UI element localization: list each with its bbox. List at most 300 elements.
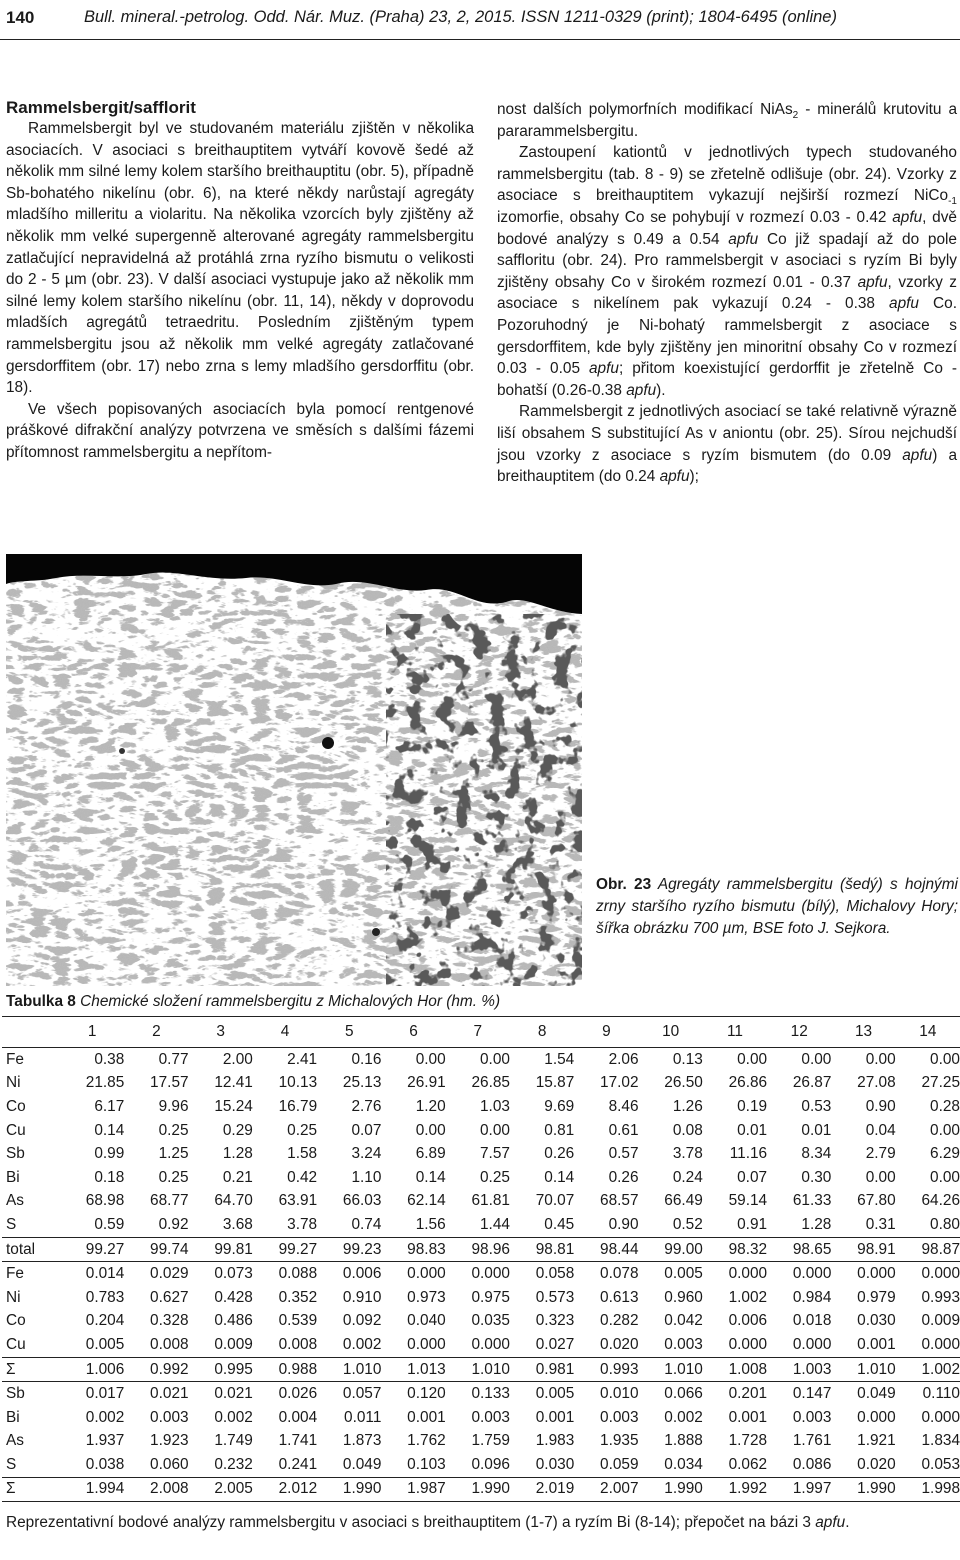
table-header-empty — [2, 1017, 60, 1048]
row-label: S — [6, 1455, 17, 1473]
row-label: Σ — [2, 1477, 60, 1502]
table-cell: 0.021 — [189, 1382, 253, 1406]
table-cell: 1.935 — [600, 1432, 639, 1450]
table-cell: 0.204 — [85, 1312, 125, 1330]
table-row — [2, 1213, 960, 1237]
table-cell: 0.004 — [278, 1408, 318, 1426]
table-cell: 0.000 — [767, 1262, 831, 1286]
table-cell: 1.921 — [857, 1432, 896, 1450]
table-cell: 0.002 — [342, 1335, 382, 1353]
table-cell: 0.07 — [351, 1121, 382, 1139]
right-paragraph-3: Rammelsbergit z jednotlivých asociací se také relativně výrazně liší obsahem S substitující As v aniontu (obr. 25). Sírou nejchudší jsou vzorky z asociace s ryzím bismutem (do 0.09 apfu) a breithauptitem (do 0.24 apfu); — [497, 403, 958, 486]
table-cell: 1.003 — [767, 1357, 831, 1382]
left-paragraph-1: Rammelsbergit byl ve studovaném materiálu zjištěn v několika asociacích. V asociaci s breithauptitem vytváří kovově šedé až několik mm silné lemy kolem staršího breithauptitu (obr. 5), případně Sb-bohatého nikelínu (obr. 6), na které někdy narůstají agregáty mladšího milleritu a violaritu. Na několika vzorcích byly zjištěny až několik mm velké supergenně alterované agregáty rammelsbergitu zatlačující nepravidelná až protáhlá zrna ryzího bismutu o velikosti do 2 - 5 µm (obr. 23). V další asociaci vystupuje jako až několik mm silné lemy kolem staršího nikelínu (obr. 11, 14), někdy v doprovodu mladších agregátů tetraedritu. Posledním zjištěným typem rammelsbergitu jsou až několik mm velké agregáty zatlačované gersdorffitem (obr. 17) nebo zrna s lemy mladšího gersdorffitu (obr. 18). — [6, 120, 474, 397]
table-cell: 0.16 — [351, 1050, 382, 1068]
table-cell: 0.26 — [544, 1145, 575, 1163]
table-cell: 1.741 — [278, 1432, 318, 1450]
table-cell: 1.008 — [703, 1357, 767, 1382]
table-cell: 0.003 — [471, 1408, 510, 1426]
table-cell: 0.783 — [85, 1288, 125, 1306]
right-column — [497, 99, 957, 488]
table-cell: 0.009 — [214, 1335, 253, 1353]
table-cell: 3.78 — [287, 1215, 318, 1233]
table-cell: 0.147 — [767, 1382, 831, 1406]
table-cell: 1.28 — [801, 1215, 832, 1233]
table-header-cell: 14 — [896, 1017, 960, 1048]
table-cell: 0.00 — [865, 1168, 896, 1186]
table-cell: 15.24 — [214, 1097, 253, 1115]
row-label: Cu — [6, 1335, 26, 1353]
table-cell: 0.086 — [792, 1455, 832, 1473]
table-cell: 0.059 — [600, 1455, 639, 1473]
table-cell: 1.010 — [446, 1357, 510, 1382]
table-cell: 1.990 — [446, 1477, 510, 1502]
table-cell: 0.993 — [574, 1357, 638, 1382]
table-cell: 98.44 — [574, 1237, 638, 1262]
table-cell: 0.995 — [189, 1357, 253, 1382]
table-cell: 0.010 — [574, 1382, 638, 1406]
table-cell: 0.92 — [158, 1215, 189, 1233]
table-cell: 6.29 — [930, 1145, 960, 1163]
table-cell: 0.25 — [287, 1121, 318, 1139]
table-row — [2, 1453, 960, 1477]
table-cell: 0.00 — [480, 1050, 510, 1068]
table-row — [2, 1119, 960, 1143]
table-cell: 1.749 — [214, 1432, 253, 1450]
table-cell: 0.00 — [930, 1121, 960, 1139]
dark-inclusion-2 — [372, 928, 380, 936]
table-cell: 0.018 — [792, 1312, 832, 1330]
table-cell: 27.25 — [921, 1074, 960, 1092]
table-cell: 2.41 — [287, 1050, 318, 1068]
table-row — [2, 1382, 960, 1406]
table-row — [2, 1406, 960, 1430]
table-cell: 10.13 — [278, 1074, 318, 1092]
table-cell: 21.85 — [85, 1074, 125, 1092]
table-cell: 2.00 — [222, 1050, 253, 1068]
table-cell: 1.759 — [471, 1432, 510, 1450]
table-cell: 1.58 — [287, 1145, 318, 1163]
table-cell: 1.010 — [317, 1357, 381, 1382]
table-cell: 0.14 — [94, 1121, 125, 1139]
table-row — [2, 1190, 960, 1214]
table-cell: 0.14 — [415, 1168, 446, 1186]
table-cell: 1.56 — [415, 1215, 446, 1233]
table-footnote: Reprezentativní bodové analýzy rammelsbergitu v asociaci s breithauptitem (1-7) a ryzím Bi (8-14); přepočet na bázi 3 apfu. — [6, 1514, 850, 1531]
table-row — [2, 1357, 960, 1382]
table-cell: 26.87 — [792, 1074, 832, 1092]
left-column — [6, 118, 474, 464]
table-cell: 0.040 — [407, 1312, 446, 1330]
table-cell: 66.03 — [342, 1192, 382, 1210]
table-cell: 0.001 — [535, 1408, 575, 1426]
table-cell: 0.57 — [608, 1145, 639, 1163]
table-cell: 0.13 — [672, 1050, 703, 1068]
row-label: Bi — [6, 1168, 20, 1186]
table-cell: 0.18 — [94, 1168, 125, 1186]
table-header-cell: 6 — [381, 1017, 445, 1048]
table-cell: 1.54 — [544, 1050, 575, 1068]
table-cell: 0.003 — [150, 1408, 189, 1426]
table-cell: 0.000 — [857, 1408, 896, 1426]
table-cell: 0.00 — [415, 1121, 446, 1139]
journal-citation: Bull. mineral.-petrolog. Odd. Nár. Muz. (Praha) 23, 2, 2015. ISSN 1211-0329 (print); 1804-6495 (online) — [84, 8, 837, 26]
table-cell: 0.006 — [317, 1262, 381, 1286]
table-row — [2, 1048, 960, 1072]
table-cell: 1.26 — [672, 1097, 703, 1115]
table-cell: 0.014 — [60, 1262, 124, 1286]
table-cell: 0.038 — [85, 1455, 125, 1473]
table-cell: 26.85 — [471, 1074, 510, 1092]
table-cell: 1.20 — [415, 1097, 446, 1115]
table-header-cell: 11 — [703, 1017, 767, 1048]
table-cell: 68.77 — [150, 1192, 189, 1210]
table-cell: 9.69 — [544, 1097, 575, 1115]
row-label: As — [6, 1432, 24, 1450]
table-cell: 0.29 — [222, 1121, 253, 1139]
table-header-cell: 10 — [639, 1017, 703, 1048]
table-cell: 0.241 — [278, 1455, 318, 1473]
table-cell: 0.352 — [278, 1288, 318, 1306]
section-title: Rammelsbergit/safflorit — [6, 98, 196, 117]
table-cell: 0.21 — [222, 1168, 253, 1186]
table-cell: 0.53 — [801, 1097, 832, 1115]
table-cell: 0.00 — [480, 1121, 510, 1139]
table-cell: 0.000 — [728, 1335, 768, 1353]
table-cell: 0.627 — [150, 1288, 189, 1306]
table-cell: 0.52 — [672, 1215, 703, 1233]
figure-caption: Obr. 23 Agregáty rammelsbergitu (šedý) s hojnými zrny staršího ryzího bismutu (bílý), Michalovy Hory; šířka obrázku 700 µm, BSE foto J. Sejkora. — [596, 876, 958, 937]
table-cell: 3.78 — [672, 1145, 703, 1163]
table-cell: 0.25 — [158, 1121, 189, 1139]
table-cell: 1.762 — [407, 1432, 446, 1450]
table-cell: 1.002 — [896, 1357, 960, 1382]
table-row — [2, 1310, 960, 1334]
table-cell: 0.008 — [150, 1335, 189, 1353]
table-cell: 70.07 — [535, 1192, 575, 1210]
table-cell: 16.79 — [278, 1097, 318, 1115]
table-cell: 0.073 — [189, 1262, 253, 1286]
table-cell: 67.80 — [857, 1192, 896, 1210]
table-cell: 0.74 — [351, 1215, 382, 1233]
table-cell: 1.10 — [351, 1168, 382, 1186]
table-cell: 0.960 — [664, 1288, 703, 1306]
table-cell: 0.38 — [94, 1050, 125, 1068]
row-label: Fe — [2, 1262, 60, 1286]
table-cell: 0.80 — [930, 1215, 960, 1233]
table-cell: 0.08 — [672, 1121, 703, 1139]
table-cell: 0.027 — [535, 1335, 575, 1353]
row-label: Cu — [6, 1121, 26, 1139]
table-cell: 0.323 — [535, 1312, 575, 1330]
table-row — [2, 1477, 960, 1502]
table-cell: 0.91 — [737, 1215, 768, 1233]
table-cell: 0.110 — [896, 1382, 960, 1406]
row-label: Co — [6, 1312, 26, 1330]
table-cell: 0.000 — [446, 1262, 510, 1286]
table-cell: 9.96 — [158, 1097, 189, 1115]
table-cell: 1.006 — [60, 1357, 124, 1382]
table-cell: 26.86 — [728, 1074, 768, 1092]
table-cell: 0.053 — [921, 1455, 960, 1473]
table-header-cell: 2 — [124, 1017, 188, 1048]
table-cell: 17.57 — [150, 1074, 189, 1092]
table-cell: 1.25 — [158, 1145, 189, 1163]
table-cell: 63.91 — [278, 1192, 318, 1210]
table-cell: 68.98 — [85, 1192, 125, 1210]
table-cell: 0.973 — [407, 1288, 446, 1306]
table-cell: 0.992 — [124, 1357, 188, 1382]
row-label: Σ — [2, 1357, 60, 1382]
table-cell: 0.984 — [792, 1288, 832, 1306]
dark-inclusion-3 — [119, 748, 125, 754]
table-cell: 99.27 — [60, 1237, 124, 1262]
table-row — [2, 1166, 960, 1190]
table-cell: 0.020 — [857, 1455, 896, 1473]
table-title: Tabulka 8 Chemické složení rammelsbergitu z Michalových Hor (hm. %) — [6, 993, 501, 1010]
table-cell: 2.019 — [510, 1477, 574, 1502]
table-cell: 0.26 — [608, 1168, 639, 1186]
row-label: Sb — [2, 1382, 60, 1406]
table-cell: 0.003 — [600, 1408, 639, 1426]
table-cell: 0.049 — [342, 1455, 382, 1473]
table-cell: 0.486 — [214, 1312, 253, 1330]
table-cell: 12.41 — [214, 1074, 253, 1092]
table-cell: 0.029 — [124, 1262, 188, 1286]
table-cell: 98.83 — [381, 1237, 445, 1262]
table-cell: 0.00 — [865, 1050, 896, 1068]
page-header — [0, 0, 960, 40]
table-cell: 0.28 — [930, 1097, 960, 1115]
table-cell: 1.002 — [728, 1288, 768, 1306]
table-cell: 0.30 — [801, 1168, 832, 1186]
left-paragraph-2: Ve všech popisovaných asociacích byla pomocí rentgenové práškové difrakční analýzy potvrzena ve směsích s dalšími fázemi přítomnost rammelsbergitu a nepřítom- — [6, 400, 474, 461]
table-cell: 2.06 — [608, 1050, 639, 1068]
bse-micrograph — [6, 554, 582, 986]
table-cell: 0.24 — [672, 1168, 703, 1186]
table-cell: 0.981 — [510, 1357, 574, 1382]
table-cell: 0.81 — [544, 1121, 575, 1139]
table-cell: 0.020 — [600, 1335, 639, 1353]
table-cell: 0.00 — [801, 1050, 832, 1068]
table-cell: 0.078 — [574, 1262, 638, 1286]
table-cell: 0.002 — [214, 1408, 253, 1426]
table-cell: 0.000 — [703, 1262, 767, 1286]
table-header-cell: 9 — [574, 1017, 638, 1048]
table-cell: 6.17 — [94, 1097, 125, 1115]
table-cell: 26.50 — [664, 1074, 703, 1092]
table-cell: 1.990 — [639, 1477, 703, 1502]
table-cell: 0.021 — [124, 1382, 188, 1406]
table-cell: 0.01 — [801, 1121, 832, 1139]
row-label: Ni — [6, 1288, 21, 1306]
table-header-cell: 13 — [831, 1017, 895, 1048]
table-cell: 1.997 — [767, 1477, 831, 1502]
table-cell: 0.428 — [214, 1288, 253, 1306]
table-cell: 0.008 — [278, 1335, 318, 1353]
table-cell: 0.133 — [446, 1382, 510, 1406]
table-row — [2, 1262, 960, 1286]
table-cell: 99.27 — [253, 1237, 317, 1262]
table-cell: 1.990 — [831, 1477, 895, 1502]
table-cell: 0.90 — [865, 1097, 896, 1115]
table-cell: 0.001 — [407, 1408, 446, 1426]
row-label: Bi — [6, 1408, 20, 1426]
table-cell: 0.232 — [214, 1455, 253, 1473]
table-cell: 15.87 — [535, 1074, 575, 1092]
table-cell: 1.834 — [921, 1432, 960, 1450]
table-cell: 0.000 — [921, 1335, 960, 1353]
table-cell: 1.937 — [85, 1432, 125, 1450]
row-label: total — [2, 1237, 60, 1262]
table-cell: 0.282 — [600, 1312, 639, 1330]
table-cell: 0.062 — [728, 1455, 768, 1473]
table-cell: 0.006 — [728, 1312, 768, 1330]
table-header-cell: 8 — [510, 1017, 574, 1048]
row-label: Co — [6, 1097, 26, 1115]
table-cell: 0.003 — [664, 1335, 703, 1353]
table-cell: 0.000 — [407, 1335, 446, 1353]
table-cell: 0.092 — [342, 1312, 382, 1330]
table-cell: 0.088 — [253, 1262, 317, 1286]
table-cell: 2.005 — [189, 1477, 253, 1502]
table-cell: 0.00 — [737, 1050, 768, 1068]
row-label: Fe — [6, 1050, 24, 1068]
table-cell: 0.910 — [342, 1288, 382, 1306]
table-cell: 0.61 — [608, 1121, 639, 1139]
table-cell: 6.89 — [415, 1145, 446, 1163]
table-cell: 27.08 — [857, 1074, 896, 1092]
table-cell: 2.79 — [865, 1145, 896, 1163]
table-cell: 26.91 — [407, 1074, 446, 1092]
table-cell: 0.573 — [535, 1288, 575, 1306]
table-cell: 0.096 — [471, 1455, 510, 1473]
table-cell: 99.81 — [189, 1237, 253, 1262]
table-cell: 0.060 — [150, 1455, 189, 1473]
table-cell: 64.26 — [921, 1192, 960, 1210]
table-cell: 25.13 — [342, 1074, 382, 1092]
table-cell: 0.99 — [94, 1145, 125, 1163]
table-cell: 2.76 — [351, 1097, 382, 1115]
table-cell: 11.16 — [729, 1145, 768, 1163]
row-label: Ni — [6, 1074, 21, 1092]
table-row — [2, 1333, 960, 1357]
table-cell: 0.90 — [608, 1215, 639, 1233]
table-cell: 7.57 — [480, 1145, 510, 1163]
dark-inclusion — [322, 737, 334, 749]
table-cell: 99.23 — [317, 1237, 381, 1262]
table-header-cell: 12 — [767, 1017, 831, 1048]
table-header-cell: 5 — [317, 1017, 381, 1048]
table-cell: 1.010 — [639, 1357, 703, 1382]
table-cell: 0.057 — [317, 1382, 381, 1406]
table-cell: 3.24 — [351, 1145, 382, 1163]
table-cell: 8.34 — [801, 1145, 832, 1163]
table-header-cell: 1 — [60, 1017, 124, 1048]
table-cell: 1.998 — [896, 1477, 960, 1502]
table-row — [2, 1237, 960, 1262]
table-cell: 0.000 — [471, 1335, 510, 1353]
table-cell: 0.017 — [60, 1382, 124, 1406]
table-cell: 0.002 — [664, 1408, 703, 1426]
table-cell: 0.030 — [535, 1455, 575, 1473]
table-cell: 0.04 — [865, 1121, 896, 1139]
table-cell: 0.011 — [344, 1408, 382, 1426]
table-cell: 0.058 — [510, 1262, 574, 1286]
table-cell: 0.01 — [737, 1121, 768, 1139]
table-cell: 2.008 — [124, 1477, 188, 1502]
table-cell: 2.012 — [253, 1477, 317, 1502]
table-cell: 0.005 — [85, 1335, 125, 1353]
table-row — [2, 1142, 960, 1166]
table-cell: 0.31 — [865, 1215, 896, 1233]
table-cell: 59.14 — [728, 1192, 768, 1210]
table-cell: 1.761 — [792, 1432, 832, 1450]
row-label: Sb — [6, 1145, 25, 1163]
table-cell: 99.00 — [639, 1237, 703, 1262]
table-cell: 0.19 — [737, 1097, 768, 1115]
table-cell: 0.77 — [158, 1050, 189, 1068]
table-cell: 0.45 — [544, 1215, 575, 1233]
table-cell: 66.49 — [664, 1192, 703, 1210]
table-cell: 0.25 — [480, 1168, 510, 1186]
table-cell: 0.14 — [544, 1168, 575, 1186]
table-cell: 62.14 — [407, 1192, 446, 1210]
table-cell: 0.000 — [792, 1335, 832, 1353]
page-number: 140 — [6, 8, 35, 27]
table-cell: 0.988 — [253, 1357, 317, 1382]
table-cell: 98.32 — [703, 1237, 767, 1262]
table-cell: 1.010 — [831, 1357, 895, 1382]
chemical-composition-table — [2, 1016, 960, 1502]
table-row — [2, 1095, 960, 1119]
table-cell: 0.000 — [831, 1262, 895, 1286]
table-cell: 1.990 — [317, 1477, 381, 1502]
table-cell: 1.873 — [342, 1432, 382, 1450]
table-cell: 1.994 — [60, 1477, 124, 1502]
table-cell: 0.000 — [896, 1262, 960, 1286]
table-cell: 0.049 — [831, 1382, 895, 1406]
table-cell: 0.066 — [639, 1382, 703, 1406]
table-cell: 68.57 — [600, 1192, 639, 1210]
table-cell: 0.00 — [930, 1168, 960, 1186]
table-cell: 0.07 — [737, 1168, 768, 1186]
table-row — [2, 1072, 960, 1096]
table-cell: 0.002 — [85, 1408, 125, 1426]
table-cell: 99.74 — [124, 1237, 188, 1262]
table-cell: 1.03 — [480, 1097, 510, 1115]
table-cell: 0.59 — [94, 1215, 125, 1233]
table-cell: 0.000 — [921, 1408, 960, 1426]
table-cell: 0.009 — [921, 1312, 960, 1330]
table-cell: 98.65 — [767, 1237, 831, 1262]
table-header-cell: 7 — [446, 1017, 510, 1048]
table-cell: 0.035 — [471, 1312, 510, 1330]
table-cell: 0.120 — [381, 1382, 445, 1406]
table-cell: 0.201 — [703, 1382, 767, 1406]
table-cell: 0.005 — [510, 1382, 574, 1406]
table-cell: 0.00 — [930, 1050, 960, 1068]
table-cell: 0.975 — [471, 1288, 510, 1306]
table-cell: 0.42 — [287, 1168, 318, 1186]
table-row — [2, 1286, 960, 1310]
alteration-zone — [386, 614, 582, 986]
table-header-cell: 3 — [189, 1017, 253, 1048]
table-cell: 1.923 — [150, 1432, 189, 1450]
right-paragraph-1: nost dalších polymorfních modifikací NiAs$_2$ - minerálů krutovitu a pararammelsbergitu. — [497, 101, 958, 140]
table-cell: 1.728 — [728, 1432, 768, 1450]
table-cell: 0.25 — [158, 1168, 189, 1186]
